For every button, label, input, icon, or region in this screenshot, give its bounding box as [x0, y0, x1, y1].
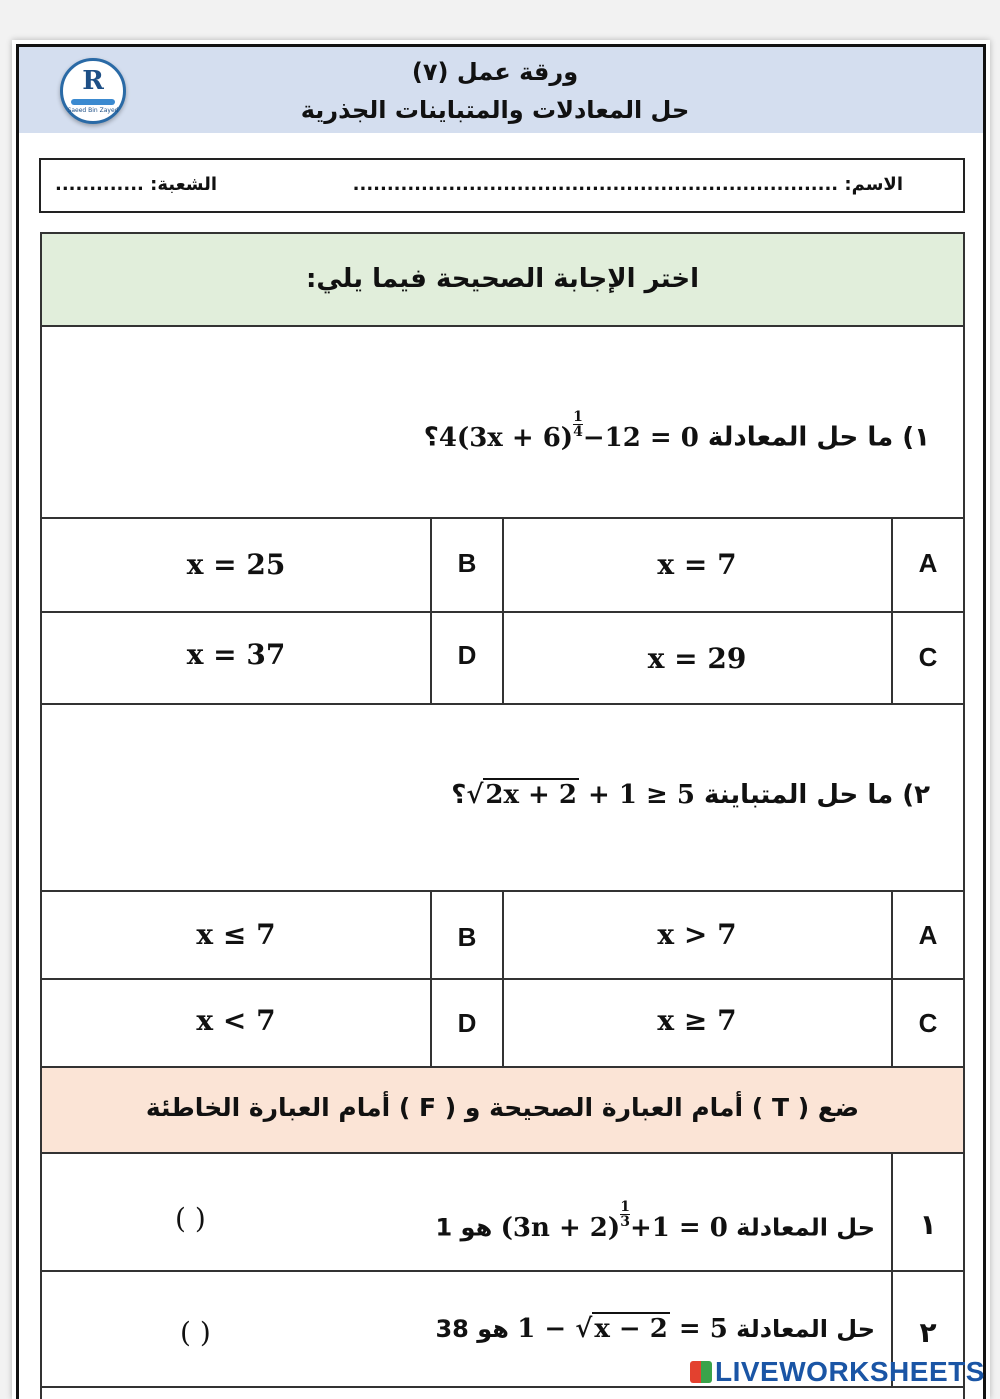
- q2-option-b[interactable]: x ≤ 7: [196, 918, 276, 951]
- q2-option-a[interactable]: x > 7: [657, 918, 737, 951]
- question-2-prefix: ٢) ما حل المتباينة: [704, 780, 930, 810]
- worksheet-subtitle: حل المعادلات والمتباينات الجذرية: [300, 96, 690, 124]
- option-letter-a: A: [918, 920, 938, 950]
- tf-item-1-number: ١: [919, 1208, 937, 1241]
- q2-option-c[interactable]: x ≥ 7: [657, 1004, 737, 1037]
- student-info-box: [39, 158, 965, 213]
- logo-letter: R: [82, 66, 104, 96]
- school-logo: [60, 58, 126, 124]
- tf-answer-blank-1[interactable]: ( ): [175, 1202, 206, 1235]
- worksheet-title: ورقة عمل (٧): [411, 58, 579, 86]
- mcq-instruction: اختر الإجابة الصحيحة فيما يلي:: [305, 264, 699, 294]
- tf-item-2-number: ٢: [919, 1316, 937, 1349]
- option-letter-b: B: [457, 548, 477, 578]
- q1-option-a[interactable]: x = 7: [657, 548, 737, 581]
- question-1-prefix: ١) ما حل المعادلة: [707, 422, 930, 453]
- logo-subtitle: Saeed Bin Zayed: [67, 107, 119, 114]
- section-field[interactable]: الشعبة: .............: [55, 174, 218, 195]
- question-1-equation: 4(3x + 6) $\frac{1}{4}$ −12 = 0: [438, 409, 699, 453]
- tf-item-1: حل المعادلة (3n + 2) $\frac{1}{3}$ +1 = 0 هو 1: [435, 1199, 875, 1243]
- tf-answer-blank-2[interactable]: ( ): [180, 1316, 211, 1349]
- option-letter-c: C: [918, 642, 938, 672]
- option-letter-d: D: [457, 1008, 477, 1038]
- q1-option-b[interactable]: x = 25: [186, 548, 286, 581]
- q1-option-d[interactable]: x = 37: [186, 638, 286, 671]
- option-letter-c: C: [918, 1008, 938, 1038]
- q1-option-c[interactable]: x = 29: [647, 642, 747, 675]
- question-1: ١) ما حل المعادلة 4(3x + 6) $\frac{1}{4}$ −12 = 0؟: [423, 409, 930, 453]
- q2-option-d[interactable]: x < 7: [196, 1004, 276, 1037]
- option-letter-a: A: [918, 548, 938, 578]
- liveworksheets-logo-icon: [690, 1361, 712, 1383]
- exponent-fraction: $\frac{1}{4}$: [573, 409, 583, 440]
- name-field[interactable]: الاسم: .......................................................................: [352, 174, 903, 195]
- question-2-inequality: √2x + 2 + 1 ≥ 5: [466, 780, 695, 810]
- liveworksheets-watermark: LIVEWORKSHEETS: [690, 1356, 985, 1388]
- option-letter-d: D: [457, 640, 477, 670]
- tf-item-2: حل المعادلة 1 − √x − 2 = 5 هو 38: [435, 1314, 875, 1344]
- option-letter-b: B: [457, 922, 477, 952]
- tf-instruction: ضع ( T ) أمام العبارة الصحيحة و ( F ) أمام العبارة الخاطئة: [145, 1093, 860, 1122]
- question-2: ٢) ما حل المتباينة √2x + 2 + 1 ≥ 5؟: [451, 780, 930, 810]
